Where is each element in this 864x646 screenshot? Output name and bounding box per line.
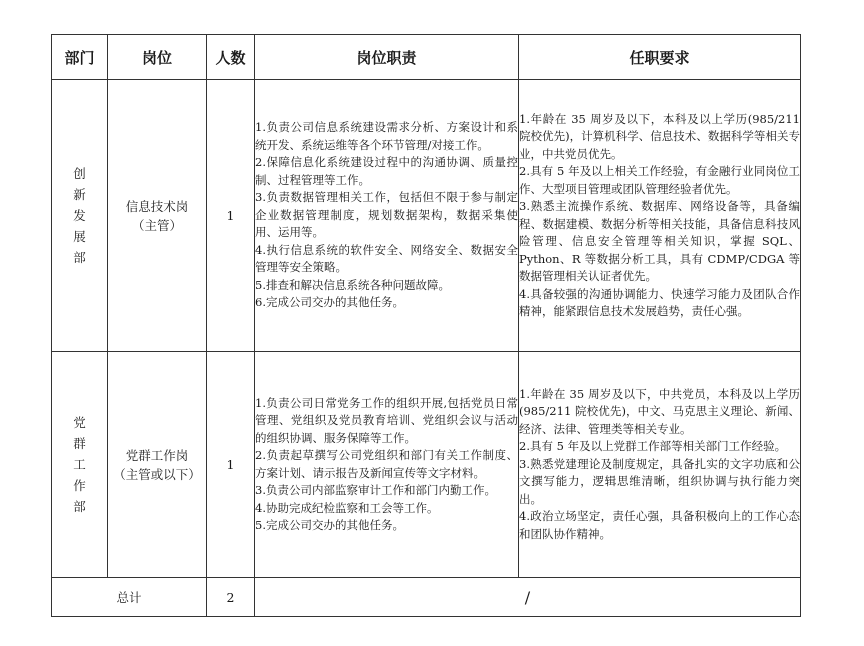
duty-item: 5.排查和解决信息系统各种问题故障。 [255,277,450,292]
count-cell: 1 [207,352,255,578]
table-row [52,80,801,352]
duty-item: 6.完成公司交办的其他任务。 [255,295,404,310]
requirement-item: 2.具有 5 年及以上相关工作经验，有金融行业同岗位工作、大型项目管理或团队管理经验者优先。 [519,164,800,196]
requirements-cell [519,80,801,352]
dept-char: 党 [73,415,86,430]
total-remark: / [255,578,801,617]
header-count: 人数 [207,35,255,80]
header-requirements: 任职要求 [519,35,801,80]
requirement-item: 3.熟悉党建理论及制度规定，具备扎实的文字功底和公文撰写能力，逻辑思维清晰，组织协调与执行能力突出。 [519,456,800,506]
position-title: 信息技术岗 [125,198,189,214]
duty-item: 2.保障信息化系统建设过程中的沟通协调、质量控制、过程管理等工作。 [255,155,518,187]
header-duties: 岗位职责 [255,35,519,80]
dept-char: 部 [73,499,86,514]
duty-item: 2.负责起草撰写公司党组织和部门有关工作制度、方案计划、请示报告及新闻宣传等文字材料。 [255,448,518,480]
count-cell: 1 [207,80,255,352]
position-title: 党群工作岗 [125,447,189,463]
dept-char: 群 [73,436,86,451]
total-label: 总计 [52,578,207,617]
duty-item: 3.负责数据管理相关工作，包括但不限于参与制定企业数据管理制度，规划数据架构，数据采集使用、运用等。 [255,190,518,240]
duty-item: 1.负责公司信息系统建设需求分析、方案设计和系统开发、系统运维等各个环节管理/对接工作。 [255,120,518,152]
position-level: （主管） [131,217,182,233]
dept-char: 工 [73,457,86,472]
total-row [52,578,801,617]
requirement-item: 4.具备较强的沟通协调能力、快速学习能力及团队合作精神，能紧跟信息技术发展趋势，责任心强。 [519,286,800,318]
dept-cell [52,352,108,578]
duty-item: 4.协助完成纪检监察和工会等工作。 [255,500,439,515]
requirement-item: 3.熟悉主流操作系统、数据库、网络设备等，具备编程、数据建模、数据分析等相关技能，具备信息科技风险管理、信息安全管理等相关知识，掌握 SQL、Python、R 等数据分析工具，具有 CDMP/CDGA 等数据管理相关认证者优先。 [519,199,800,283]
dept-char: 新 [73,187,86,202]
duty-item: 1.负责公司日常党务工作的组织开展,包括党员日常管理、党组织及党员教育培训、党组织会议与活动的组织协调、服务保障等工作。 [255,395,518,445]
duties-cell [255,352,519,578]
dept-char: 作 [73,478,86,493]
total-count: 2 [207,578,255,617]
recruitment-table [51,34,801,617]
duty-item: 3.负责公司内部监察审计工作和部门内勤工作。 [255,483,496,497]
duty-item: 5.完成公司交办的其他任务。 [255,518,404,532]
requirement-item: 2.具有 5 年及以上党群工作部等相关部门工作经验。 [519,439,787,454]
duties-cell [255,80,519,352]
header-dept: 部门 [52,35,108,80]
dept-cell [52,80,108,352]
requirements-cell [519,352,801,578]
position-cell [108,352,207,578]
position-cell [108,80,207,352]
position-level: （主管或以下） [113,466,201,482]
dept-char: 展 [73,229,86,244]
duty-item: 4.执行信息系统的软件安全、网络安全、数据安全管理等安全策略。 [255,242,518,275]
dept-char: 部 [73,250,86,265]
requirement-item: 1.年龄在 35 周岁及以下，本科及以上学历(985/211 院校优先)，计算机科学、信息技术、数据科学等相关专业，中共党员优先。 [519,111,800,161]
requirement-item: 4.政治立场坚定，责任心强，具备积极向上的工作心态和团队协作精神。 [519,509,800,541]
dept-char: 发 [73,208,86,223]
requirement-item: 1.年龄在 35 周岁及以下，中共党员，本科及以上学历(985/211 院校优先)，中文、马克思主义理论、新闻、经济、法律、管理类等相关专业。 [519,386,800,436]
table-row [52,352,801,578]
header-row [52,35,801,80]
header-position: 岗位 [108,35,207,80]
dept-char: 创 [73,166,86,181]
